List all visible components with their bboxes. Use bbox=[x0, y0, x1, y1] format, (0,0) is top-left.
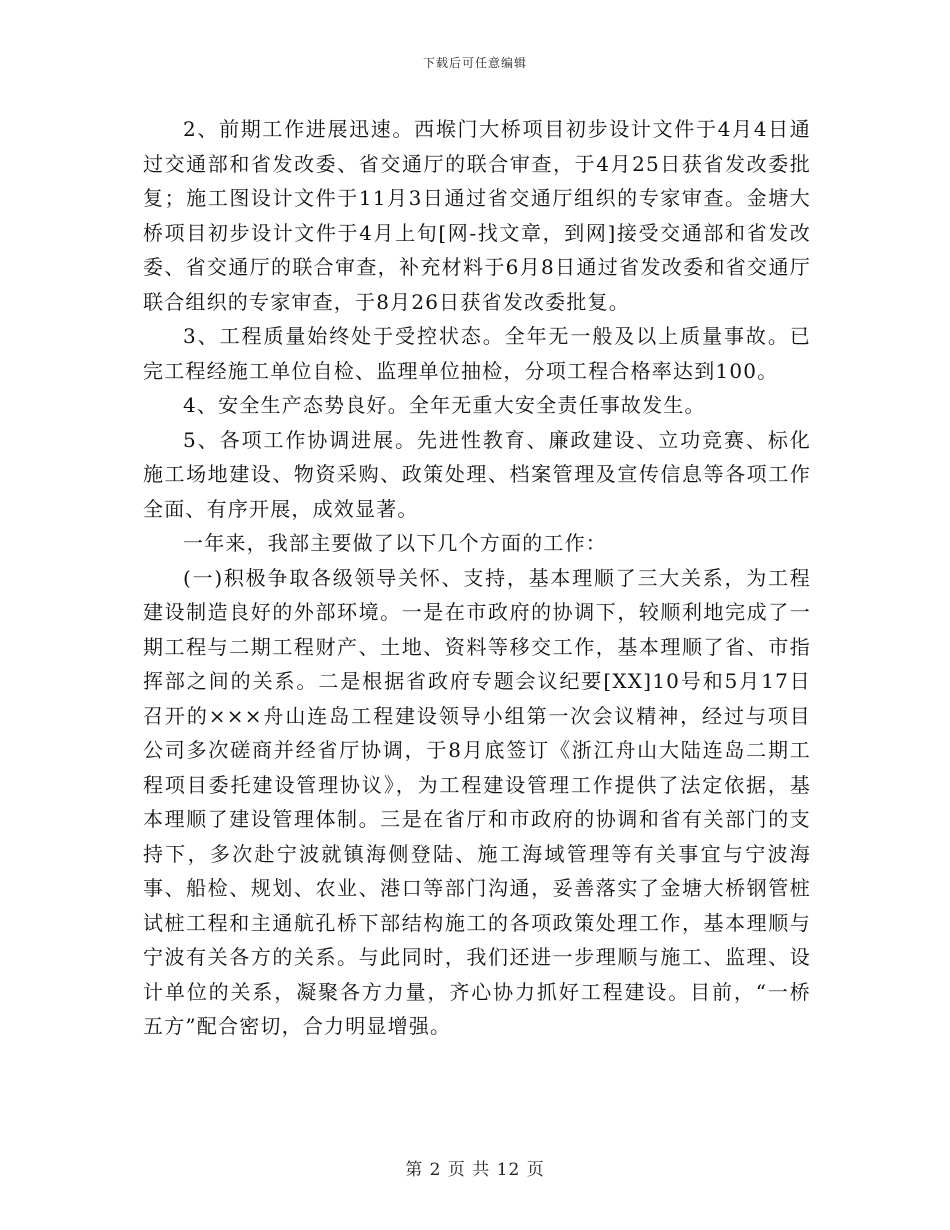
paragraph-section-one: (一)积极争取各级领导关怀、支持，基本理顺了三大关系，为工程建设制造良好的外部环境。一是在市政府的协调下，较顺利地完成了一期工程与二期工程财产、土地、资料等移交工作，基本理顺了省、市指挥部之间的关系。二是根据省政府专题会议纪要[XX]10号和5月17日召开的×××舟山连岛工程建设领导小组第一次会议精神，经过与项目公司多次磋商并经省厅协调，于8月底签订《浙江舟山大陆连岛二期工程项目委托建设管理协议》，为工程建设管理工作提供了法定依据，基本理顺了建设管理体制。三是在省厅和市政府的协调和省有关部门的支持下，多次赴宁波就镇海侧登陆、施工海域管理等有关事宜与宁波海事、船检、规划、农业、港口等部门沟通，妥善落实了金塘大桥钢管桩试桩工程和主通航孔桥下部结构施工的各项政策处理工作，基本理顺与宁波有关各方的关系。与此同时，我们还进一步理顺与施工、监理、设计单位的关系，凝聚各方力量，齐心协力抓好工程建设。目前，“一桥五方”配合密切，合力明显增强。 bbox=[143, 565, 811, 1038]
footer-total-pages: 12 bbox=[496, 1160, 521, 1180]
paragraph-quality: 3、工程质量始终处于受控状态。全年无一般及以上质量事故。已完工程经施工单位自检、监理单位抽检，分项工程合格率达到100。 bbox=[143, 324, 811, 383]
footer-current-page: 2 bbox=[429, 1160, 442, 1180]
footer-label-of: 页 bbox=[447, 1160, 466, 1180]
page-footer bbox=[0, 1155, 950, 1180]
paragraph-progress: 2、前期工作进展迅速。西堠门大桥项目初步设计文件于4月4日通过交通部和省发改委、省交通厅的联合审查，于4月25日获省发改委批复；施工图设计文件于11月3日通过省交通厅组织的专家审查。金塘大桥项目初步设计文件于4月上旬[网-找文章，到网]接受交通部和省发改委、省交通厅的联合审查，补充材料于6月8日通过省发改委和省交通厅联合组织的专家审查，于8月26日获省发改委批复。 bbox=[143, 117, 811, 314]
paragraph-coordination: 5、各项工作协调进展。先进性教育、廉政建设、立功竞赛、标化施工场地建设、物资采购、政策处理、档案管理及宣传信息等各项工作全面、有序开展，成效显著。 bbox=[143, 427, 811, 521]
footer-label-page: 第 bbox=[405, 1160, 424, 1180]
paragraph-safety: 4、安全生产态势良好。全年无重大安全责任事故发生。 bbox=[183, 393, 706, 417]
footer-label-end: 页 bbox=[526, 1160, 545, 1180]
footer-label-total: 共 bbox=[472, 1160, 491, 1180]
page-header: 下载后可任意编辑 bbox=[422, 56, 527, 70]
document-body bbox=[143, 112, 811, 1044]
paragraph-intro: 一年来，我部主要做了以下几个方面的工作： bbox=[183, 531, 607, 555]
